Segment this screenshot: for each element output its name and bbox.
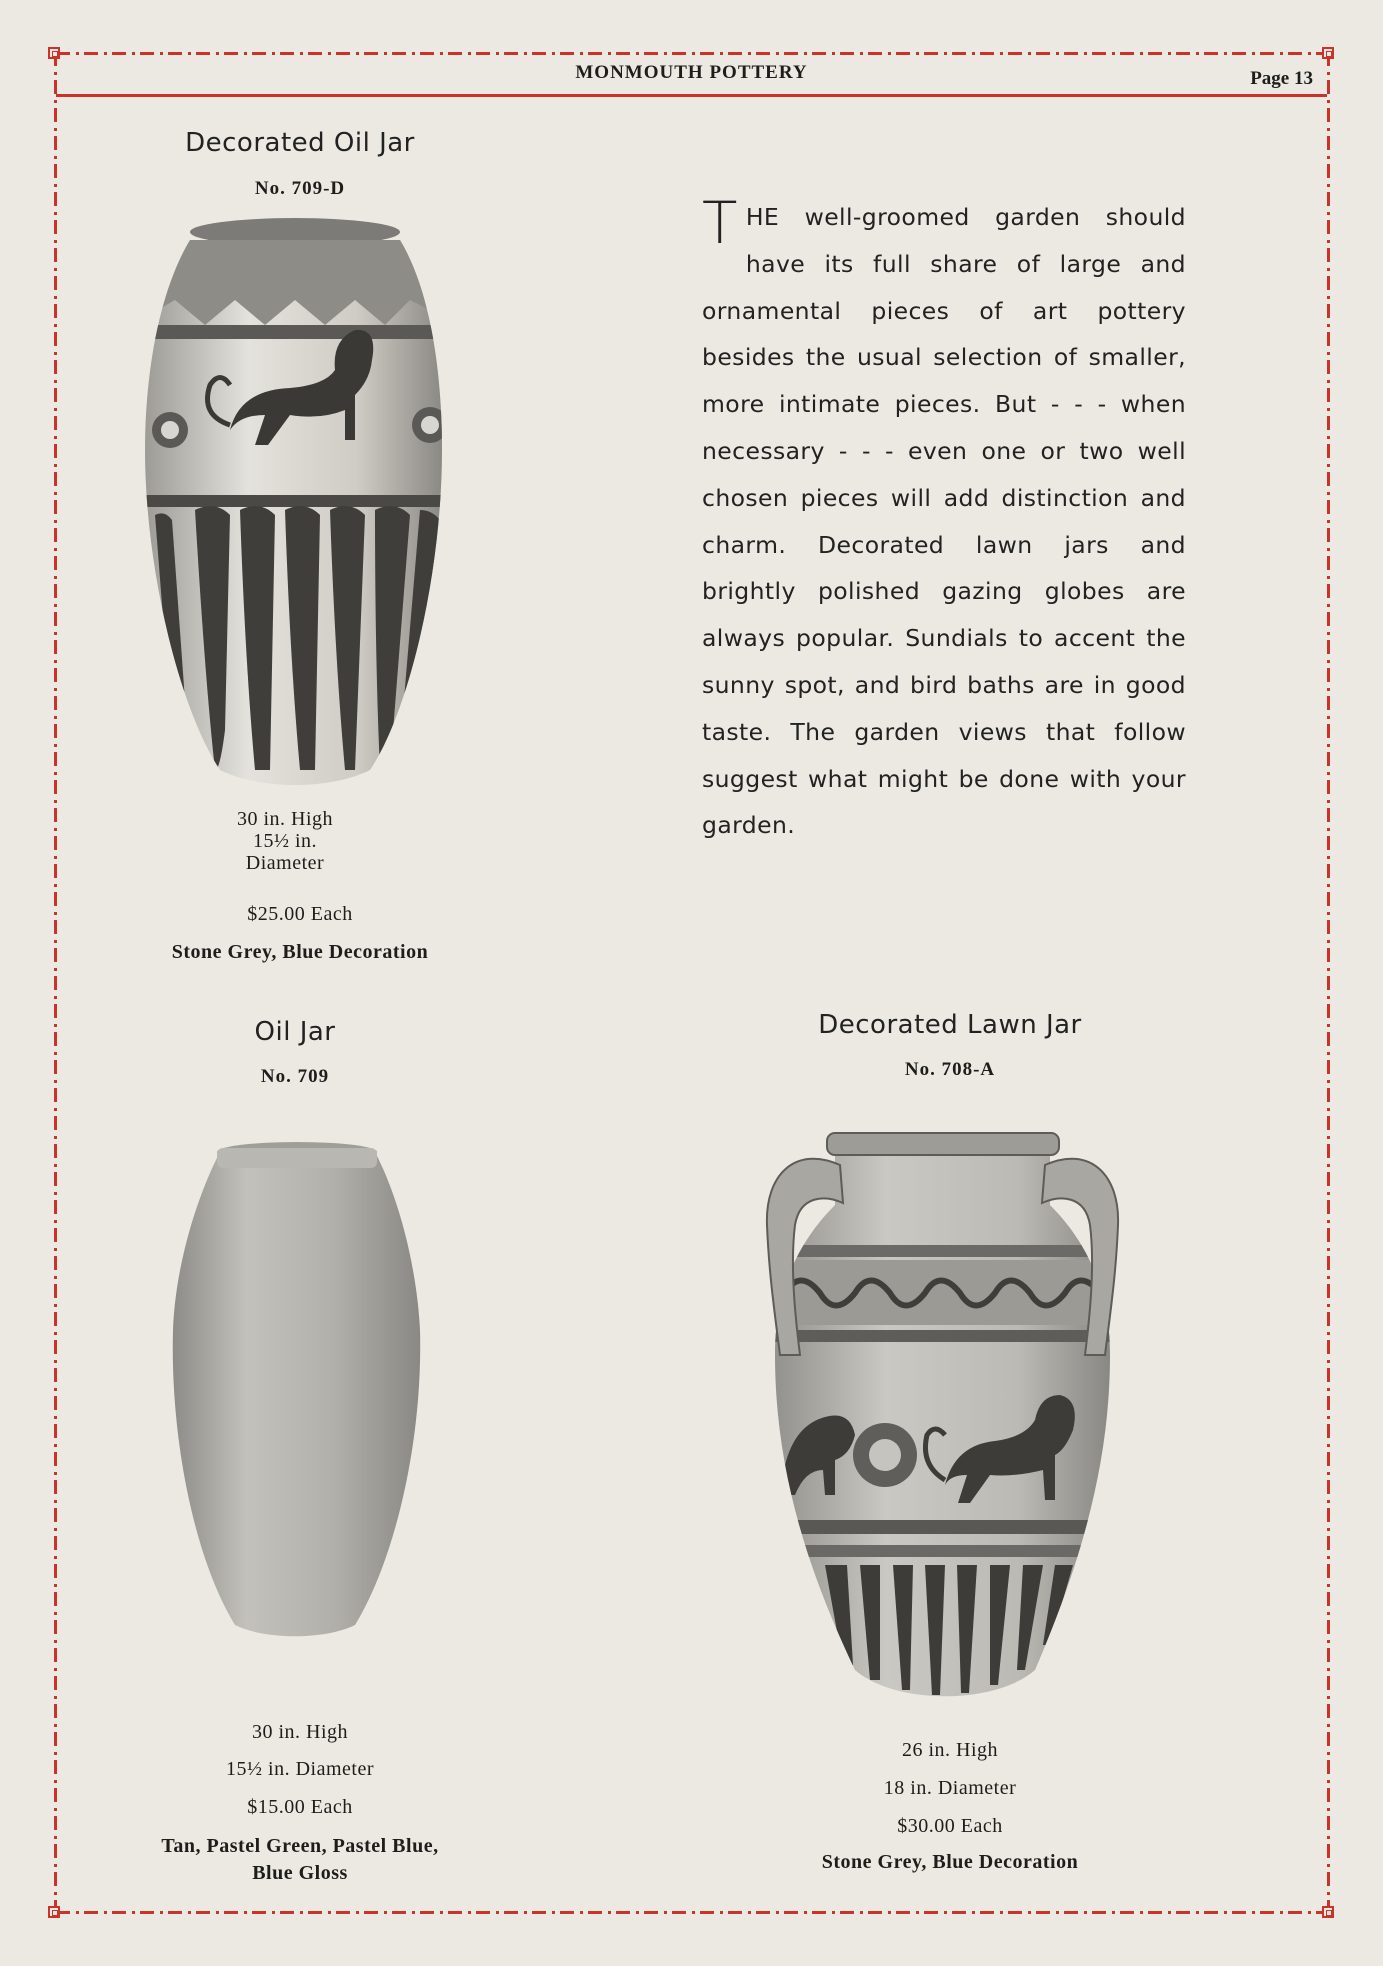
intro-text: HE well-groomed garden should have its full share of large and ornamental pieces of art pottery besides the usual selection of smaller, more intimate pieces. But - - - when necessary - - - even one or two well chosen pieces will add distinction and charm. Decorated lawn jars and brightly polished gazing globes are always popular. Sundials to accent the sunny spot, and bird baths are in good taste. The garden views that follow suggest what might be done with your garden. (702, 203, 1186, 840)
decorated-lawn-jar-image (755, 1125, 1130, 1705)
corner-ornament-tl (48, 47, 60, 59)
item-height-708a: 26 in. High (901, 1739, 999, 1761)
item-price-708a: $30.00 Each (897, 1815, 1003, 1837)
item-height-709d: 30 in. High (236, 808, 334, 830)
item-height-709: 30 in. High (251, 1721, 349, 1743)
decorated-oil-jar-image (140, 210, 450, 790)
border-bottom (56, 1911, 1327, 1914)
item-finish-709-line1: Tan, Pastel Green, Pastel Blue, (161, 1835, 439, 1857)
item-diameter-709d-line2: Diameter (245, 852, 325, 874)
item-title-decorated-oil-jar: Decorated Oil Jar (185, 128, 415, 158)
item-price-709d: $25.00 Each (247, 903, 353, 925)
item-finish-709d: Stone Grey, Blue Decoration (171, 941, 429, 963)
item-diameter-709d-line1: 15½ in. (252, 830, 318, 852)
item-price-709: $15.00 Each (247, 1796, 353, 1818)
item-diameter-708a: 18 in. Diameter (883, 1777, 1017, 1799)
border-top (56, 52, 1327, 55)
drop-cap: T (702, 189, 738, 257)
item-finish-708a: Stone Grey, Blue Decoration (821, 1851, 1079, 1873)
corner-ornament-tr (1322, 47, 1334, 59)
page-number: Page 13 (1250, 68, 1313, 89)
border-left (54, 52, 57, 1914)
item-number-708a: No. 708-A (904, 1059, 996, 1080)
oil-jar-image (165, 1140, 430, 1640)
item-title-oil-jar: Oil Jar (254, 1017, 336, 1047)
item-title-decorated-lawn-jar: Decorated Lawn Jar (818, 1010, 1082, 1040)
item-number-709: No. 709 (260, 1066, 330, 1087)
intro-paragraph (702, 189, 1186, 849)
item-diameter-709: 15½ in. Diameter (226, 1758, 374, 1780)
corner-ornament-br (1322, 1906, 1334, 1918)
header-rule (56, 94, 1327, 97)
item-number-709d: No. 709-D (254, 178, 346, 199)
item-finish-709-line2: Blue Gloss (252, 1862, 348, 1884)
corner-ornament-bl (48, 1906, 60, 1918)
border-right (1327, 52, 1330, 1914)
page-header-title: MONMOUTH POTTERY (575, 62, 808, 83)
